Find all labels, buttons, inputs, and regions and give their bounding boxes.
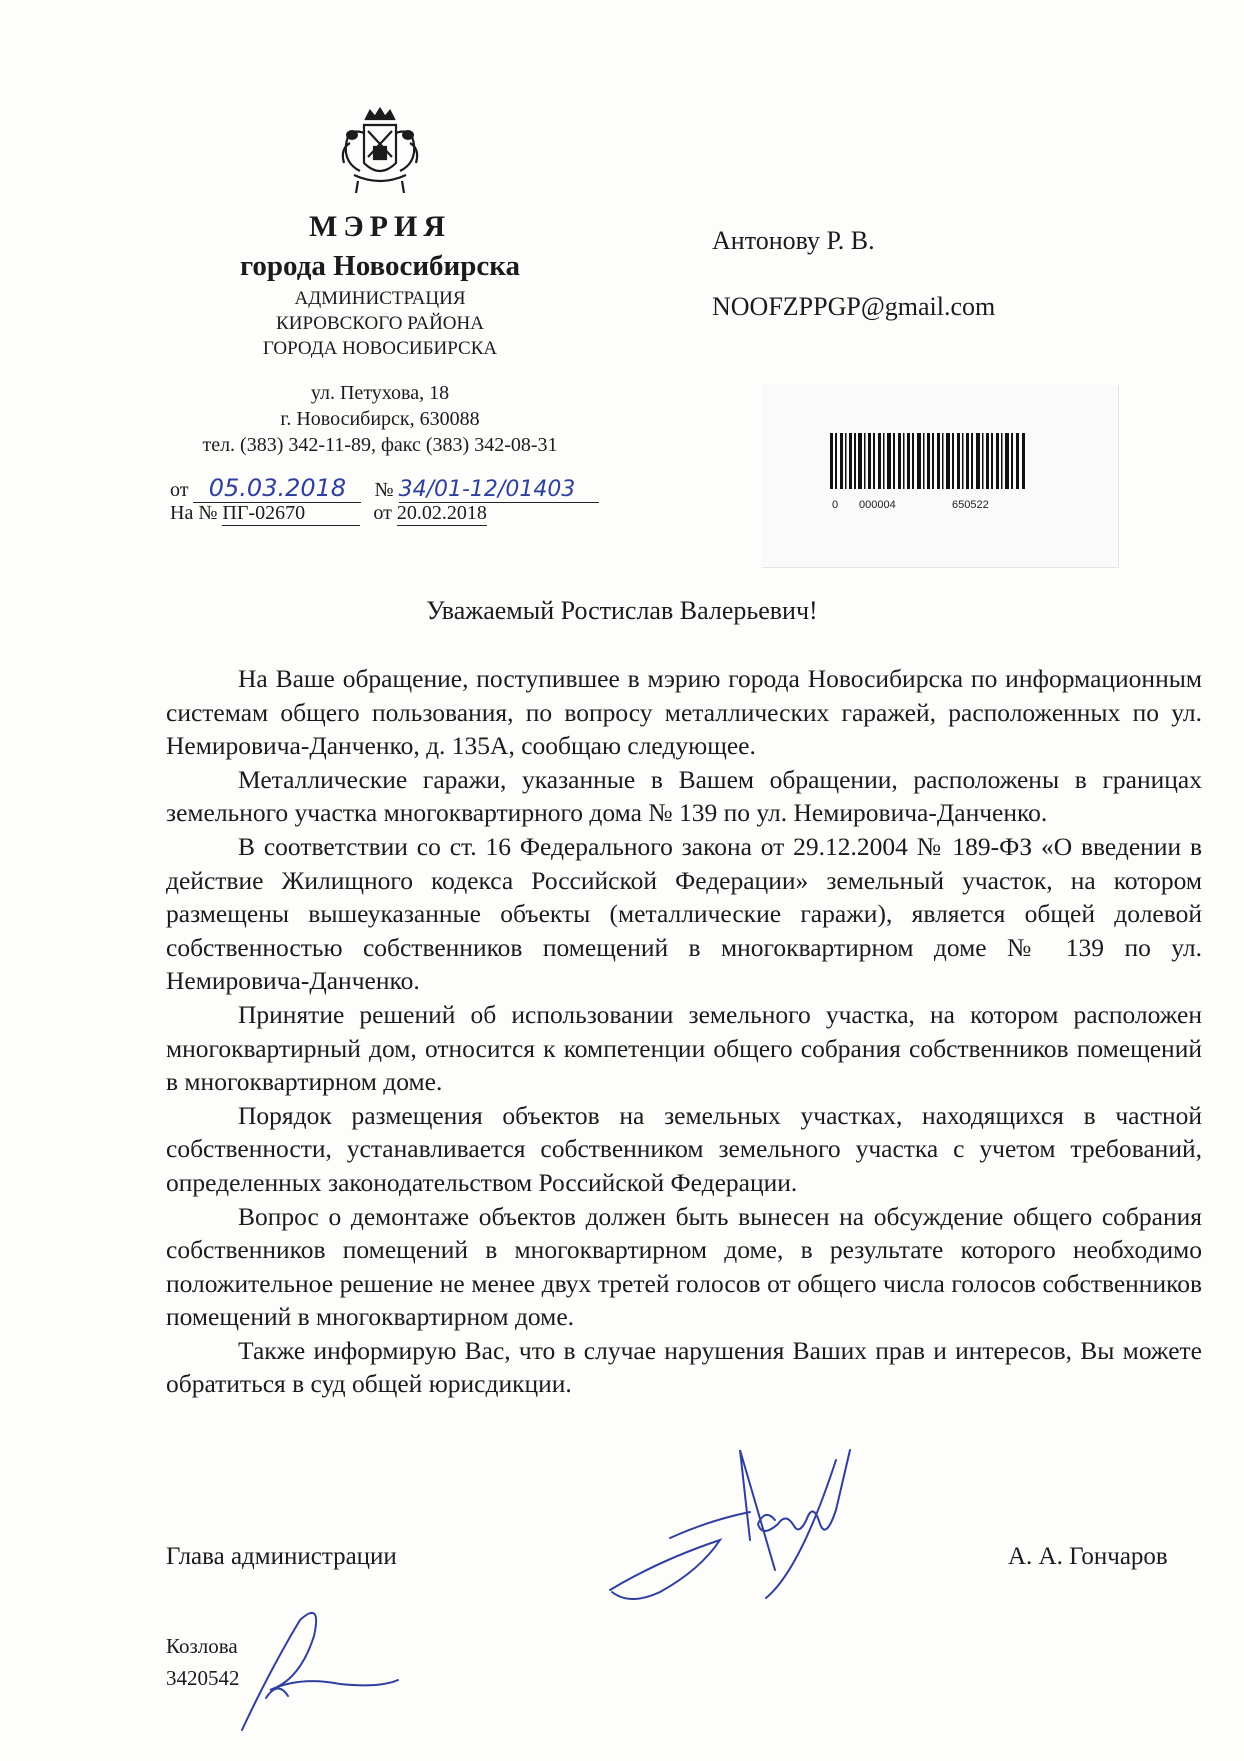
- ref-date-label: от: [373, 502, 392, 524]
- salutation: Уважаемый Ростислав Валерьевич!: [426, 596, 818, 625]
- ref-label: На №: [170, 502, 218, 524]
- date-value: 05.03.2018: [193, 474, 361, 503]
- reference-line: [170, 502, 487, 526]
- barcode-middle-digits: 000004: [859, 499, 896, 511]
- org-title: МЭРИЯ: [309, 210, 451, 243]
- barcode-right-digits: 650522: [952, 499, 989, 511]
- executor-initials: [230, 1600, 410, 1740]
- paragraph-1: На Ваше обращение, поступившее в мэрию города Новосибирска по информационным системам общего пользования, по вопросу металлических гаражей, расположенных по ул. Немировича-Данченко, д. 135А, сообщаю следующее.: [166, 664, 1202, 761]
- recipient-name: Антонову Р. В.: [712, 226, 875, 255]
- admin-line-2: КИРОВСКОГО РАЙОНА: [276, 313, 484, 334]
- registration-line: [170, 474, 599, 503]
- coat-of-arms-icon: [330, 105, 430, 205]
- executor-name: Козлова: [166, 1634, 238, 1658]
- executor-phone: 3420542: [166, 1666, 240, 1690]
- letter-body: [166, 662, 1202, 1401]
- paragraph-6: Вопрос о демонтаже объектов должен быть вынесен на обсуждение общего собрания собственников помещений в многоквартирном доме, в результате которого необходимо положительное решение не менее двух третей голосов от общего числа голосов собственников помещений в многоквартирном доме.: [166, 1201, 1202, 1332]
- paragraph-7: Также информирую Вас, что в случае нарушения Ваших прав и интересов, Вы можете обратиться в суд общей юрисдикции.: [166, 1335, 1202, 1399]
- paragraph-5: Порядок размещения объектов на земельных участках, находящихся в частной собственности, устанавливается собственником земельного участка с учетом требований, определенных законодательством Российской Федерации.: [166, 1100, 1202, 1197]
- org-city: города Новосибирска: [239, 250, 521, 282]
- handwritten-signature: [600, 1420, 900, 1620]
- signatory-name: А. А. Гончаров: [1008, 1543, 1168, 1570]
- date-label: от: [170, 479, 189, 501]
- number-label: №: [374, 479, 394, 501]
- address-phone: тел. (383) 342-11-89, факс (383) 342-08-31: [202, 434, 558, 456]
- executor-block: [166, 1630, 240, 1694]
- paragraph-3: В соответствии со ст. 16 Федерального закона от 29.12.2004 № 189-ФЗ «О введении в действие Жилищного кодекса Российской Федерации» земельный участок, на котором размещены вышеуказанные объекты (металлические гаражи), является общей долевой собственностью собственников помещений в многоквартирном доме № 139 по ул. Немировича-Данченко.: [166, 831, 1202, 996]
- barcode-sticker: [762, 385, 1119, 568]
- admin-line-3: ГОРОДА НОВОСИБИРСКА: [262, 338, 498, 359]
- ref-date: 20.02.2018: [396, 502, 487, 524]
- address-city: г. Новосибирск, 630088: [280, 408, 480, 430]
- barcode-left-digit: 0: [832, 499, 839, 511]
- recipient-email: NOOFZPPGP@gmail.com: [712, 292, 996, 321]
- paragraph-4: Принятие решений об использовании земельного участка, на котором расположен многоквартирный дом, относится к компетенции общего собрания собственников помещений в многоквартирном доме.: [166, 999, 1202, 1097]
- address-street: ул. Петухова, 18: [310, 382, 450, 404]
- barcode-icon: [830, 433, 1030, 489]
- number-value: 34/01-12/01403: [399, 477, 599, 503]
- ref-number: ПГ-02670: [222, 502, 360, 526]
- admin-line-1: АДМИНИСТРАЦИЯ: [294, 288, 466, 309]
- paragraph-2: Металлические гаражи, указанные в Вашем обращении, расположены в границах земельного участка многоквартирного дома № 139 по ул. Немировича-Данченко.: [166, 764, 1202, 828]
- signatory-position: Глава администрации: [166, 1543, 397, 1570]
